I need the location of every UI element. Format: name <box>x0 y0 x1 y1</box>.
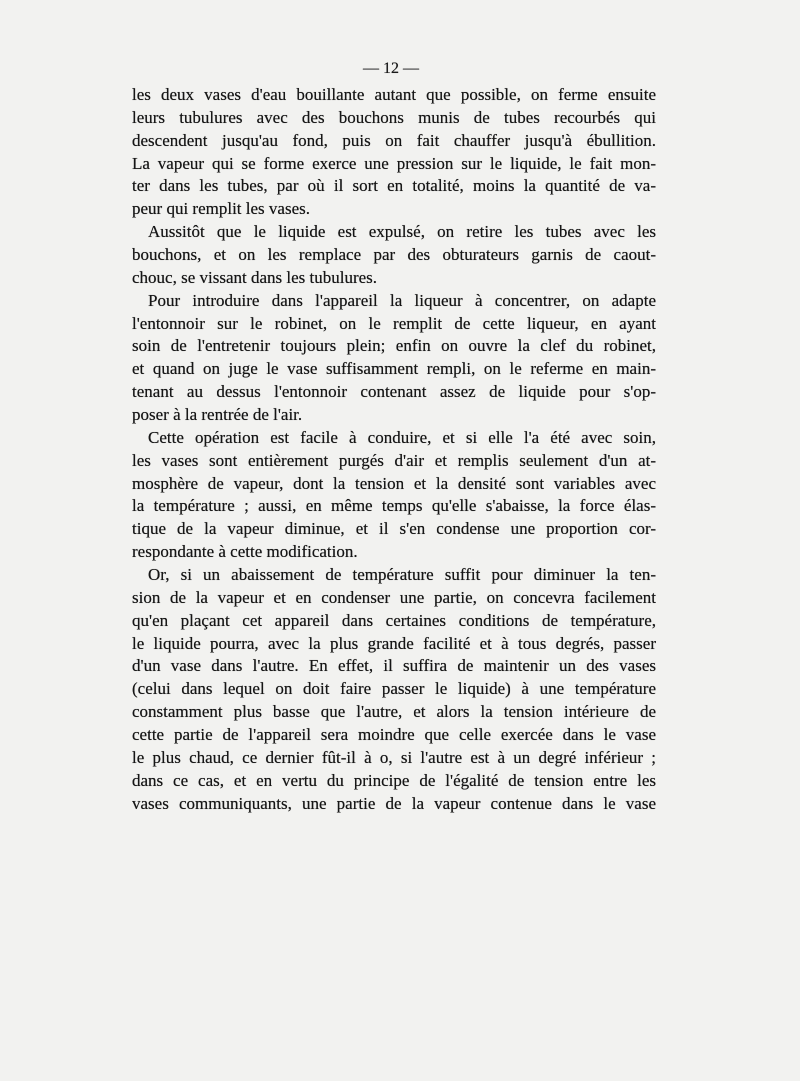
text-line: l'entonnoir sur le robinet, on le remplit de cette liqueur, en ayant <box>132 313 656 333</box>
text-line: dans ce cas, et en vertu du principe de l'égalité de tension entre les <box>132 770 656 790</box>
text-line: (celui dans lequel on doit faire passer le liquide) à une température <box>132 679 656 699</box>
text-line: soin de l'entretenir toujours plein; enfin on ouvre la clef du robinet, <box>132 336 656 356</box>
text-line: Aussitôt que le liquide est expulsé, on retire les tubes avec les <box>148 222 656 242</box>
text-line: Cette opération est facile à conduire, et si elle l'a été avec soin, <box>148 427 656 447</box>
text-line: qu'en plaçant cet appareil dans certaines conditions de température, <box>132 610 656 630</box>
text-line: et quand on juge le vase suffisamment rempli, on le referme en main- <box>132 359 656 379</box>
paragraph <box>132 290 656 427</box>
text-line: mosphère de vapeur, dont la tension et la densité sont variables avec <box>132 473 656 493</box>
text-line: poser à la rentrée de l'air. <box>132 405 303 425</box>
text-line: le plus chaud, ce dernier fût-il à o, si l'autre est à un degré inférieur ; <box>132 747 656 767</box>
paragraph <box>132 221 656 290</box>
text-line: Pour introduire dans l'appareil la liqueur à concentrer, on adapte <box>148 290 656 310</box>
page-text <box>132 84 656 816</box>
text-line: sion de la vapeur et en condenser une partie, on concevra facilement <box>132 587 656 607</box>
text-line: vases communiquants, une partie de la vapeur contenue dans le vase <box>132 793 656 813</box>
text-line: chouc, se vissant dans les tubulures. <box>132 267 378 287</box>
text-line: la température ; aussi, en même temps qu'elle s'abaisse, la force élas- <box>132 496 656 516</box>
text-line: descendent jusqu'au fond, puis on fait chauffer jusqu'à ébullition. <box>132 130 656 150</box>
text-line: La vapeur qui se forme exerce une pression sur le liquide, le fait mon- <box>132 153 656 173</box>
text-line: d'un vase dans l'autre. En effet, il suffira de maintenir un des vases <box>132 656 656 676</box>
text-line: le liquide pourra, avec la plus grande facilité et à tous degrés, passer <box>132 633 656 653</box>
paragraph <box>132 564 656 815</box>
paragraph <box>132 427 656 564</box>
text-line: Or, si un abaissement de température suffit pour diminuer la ten- <box>148 565 656 585</box>
paragraph <box>132 84 656 221</box>
page-number: — 12 — <box>363 60 419 77</box>
text-line: les deux vases d'eau bouillante autant que possible, on ferme ensuite <box>132 85 656 104</box>
text-line: cette partie de l'appareil sera moindre que celle exercée dans le vase <box>132 725 656 745</box>
text-line: respondante à cette modification. <box>132 542 358 562</box>
text-line: les vases sont entièrement purgés d'air et remplis seulement d'un at- <box>132 450 656 470</box>
text-line: tenant au dessus l'entonnoir contenant assez de liquide pour s'op- <box>132 382 656 402</box>
text-line: peur qui remplit les vases. <box>132 199 310 219</box>
text-line: tique de la vapeur diminue, et il s'en condense une proportion cor- <box>132 519 656 539</box>
text-line: constamment plus basse que l'autre, et alors la tension intérieure de <box>132 702 656 722</box>
text-line: leurs tubulures avec des bouchons munis de tubes recourbés qui <box>132 107 656 127</box>
text-line: ter dans les tubes, par où il sort en totalité, moins la quantité de va- <box>132 176 656 196</box>
text-line: bouchons, et on les remplace par des obturateurs garnis de caout- <box>132 245 656 265</box>
